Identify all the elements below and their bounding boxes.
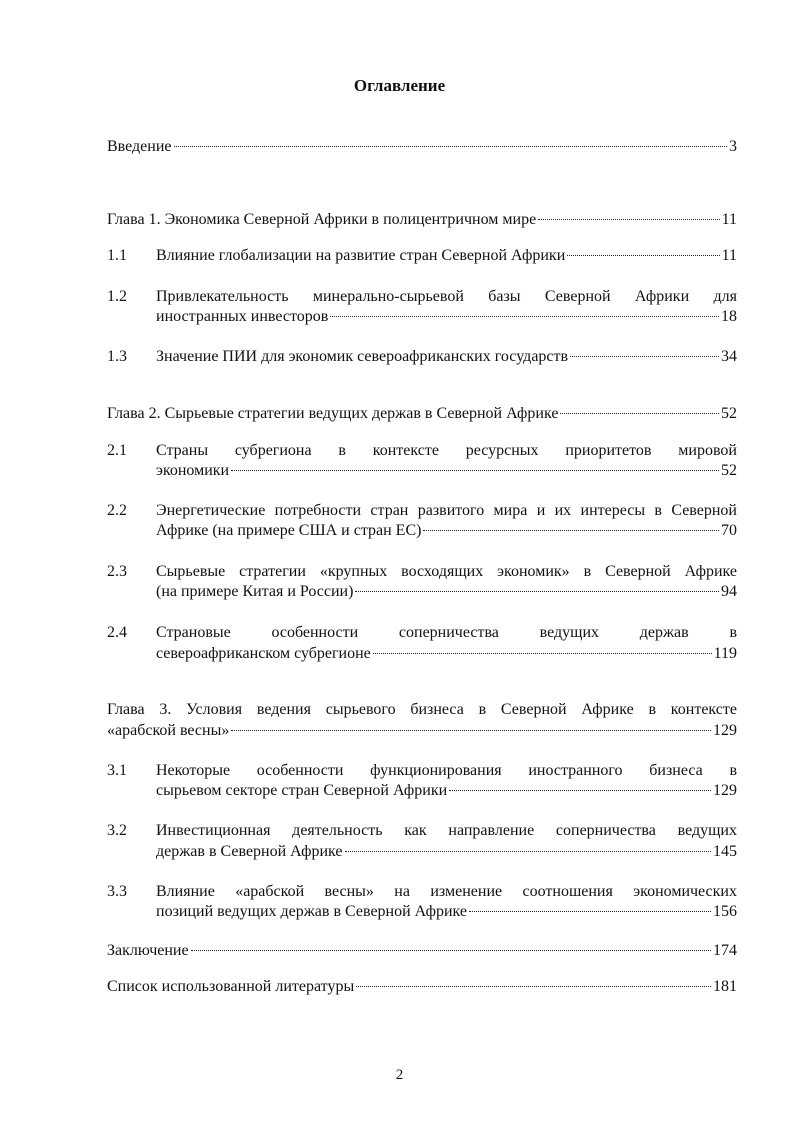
section-number: 2.1 xyxy=(107,442,127,459)
dot-leader xyxy=(191,950,711,951)
dot-leader xyxy=(449,790,711,791)
entry-label-line-2: североафриканском субрегионе xyxy=(156,645,371,662)
entry-label: Список использованной литературы xyxy=(107,978,355,995)
entry-page: 129 xyxy=(713,722,737,739)
dot-leader xyxy=(231,730,711,731)
toc-entry-1-3 xyxy=(156,346,737,368)
toc-entry-3-2 xyxy=(156,841,737,863)
dot-leader xyxy=(570,356,719,357)
chapter-3-label-line-1: Глава 3. Условия ведения сырьевого бизнеса в Северной Африке в контексте xyxy=(107,701,737,718)
dot-leader xyxy=(567,255,719,256)
entry-label-line-2: Африке (на примере США и стран ЕС) xyxy=(156,522,422,539)
section-number: 1.1 xyxy=(107,247,127,264)
toc-entry-references xyxy=(107,976,737,998)
toc-entry-2-2 xyxy=(156,520,737,542)
toc-entry-3-3 xyxy=(156,901,737,923)
dot-leader xyxy=(423,530,719,531)
entry-label-line-2: позиций ведущих держав в Северной Африке xyxy=(156,903,468,920)
dot-leader xyxy=(560,413,719,414)
entry-label: Введение xyxy=(107,138,172,155)
entry-page: 11 xyxy=(721,247,737,264)
toc-entry-3-1 xyxy=(156,780,737,802)
entry-page: 34 xyxy=(721,348,737,365)
entry-page: 94 xyxy=(721,583,737,600)
toc-entry-chapter-2 xyxy=(107,403,737,425)
toc-entry-intro xyxy=(107,136,737,158)
entry-page: 129 xyxy=(713,782,737,799)
entry-label-line-2: (на примере Китая и России) xyxy=(156,583,354,600)
toc-entry-1-2 xyxy=(156,306,737,328)
entry-label-line-1: Привлекательность минерально-сырьевой базы Северной Африки для xyxy=(156,288,737,305)
entry-page: 3 xyxy=(729,138,737,155)
entry-label-line-1: Страновые особенности соперничества ведущих держав в xyxy=(156,624,737,641)
section-number: 1.2 xyxy=(107,288,127,305)
entry-label-line-2: «арабской весны» xyxy=(107,722,230,739)
toc-entry-1-1 xyxy=(156,245,737,267)
section-number: 2.3 xyxy=(107,563,127,580)
entry-page: 119 xyxy=(713,645,737,662)
section-number: 3.1 xyxy=(107,762,127,779)
entry-label-line-2: экономики xyxy=(156,462,230,479)
toc-entry-conclusion xyxy=(107,940,737,962)
section-number: 3.3 xyxy=(107,883,127,900)
entry-label: Заключение xyxy=(107,942,189,959)
entry-label: Глава 1. Экономика Северной Африки в полицентричном мире xyxy=(107,211,537,228)
entry-label-line-1: Влияние «арабской весны» на изменение соотношения экономических xyxy=(156,883,737,900)
entry-page: 52 xyxy=(721,462,737,479)
entry-page: 174 xyxy=(713,942,737,959)
section-number: 3.2 xyxy=(107,822,127,839)
dot-leader xyxy=(355,591,719,592)
entry-page: 145 xyxy=(713,843,737,860)
toc-entry-2-3 xyxy=(156,581,737,603)
toc-entry-2-1 xyxy=(156,460,737,482)
entry-label-line-2: сырьевом секторе стран Северной Африки xyxy=(156,782,448,799)
dot-leader xyxy=(538,219,719,220)
entry-page: 70 xyxy=(721,522,737,539)
section-number: 2.2 xyxy=(107,502,127,519)
dot-leader xyxy=(231,470,719,471)
toc-title: Оглавление xyxy=(353,76,446,95)
dot-leader xyxy=(330,316,719,317)
toc-entry-chapter-1 xyxy=(107,209,737,231)
entry-label-line-1: Энергетические потребности стран развитого мира и их интересы в Северной xyxy=(156,502,737,519)
entry-label: Значение ПИИ для экономик североафриканских государств xyxy=(156,348,569,365)
entry-label-line-2: иностранных инвесторов xyxy=(156,308,329,325)
section-number: 1.3 xyxy=(107,348,127,365)
page-number: 2 xyxy=(395,1067,404,1083)
entry-page: 11 xyxy=(721,211,737,228)
dot-leader xyxy=(345,851,711,852)
entry-label-line-1: Страны субрегиона в контексте ресурсных приоритетов мировой xyxy=(156,442,737,459)
entry-label-line-1: Некоторые особенности функционирования иностранного бизнеса в xyxy=(156,762,737,779)
toc-entry-chapter-3 xyxy=(107,720,737,742)
entry-label-line-1: Инвестиционная деятельность как направление соперничества ведущих xyxy=(156,822,737,839)
entry-page: 181 xyxy=(713,978,737,995)
entry-page: 156 xyxy=(713,903,737,920)
toc-entry-2-4 xyxy=(156,643,737,665)
dot-leader xyxy=(356,986,711,987)
dot-leader xyxy=(469,911,711,912)
dot-leader xyxy=(373,653,712,654)
entry-page: 52 xyxy=(721,405,737,422)
entry-label-line-1: Сырьевые стратегии «крупных восходящих экономик» в Северной Африке xyxy=(156,563,737,580)
entry-label-line-2: держав в Северной Африке xyxy=(156,843,343,860)
entry-page: 18 xyxy=(721,308,737,325)
entry-label: Влияние глобализации на развитие стран Северной Африки xyxy=(156,247,566,264)
entry-label: Глава 2. Сырьевые стратегии ведущих держав в Северной Африке xyxy=(107,405,559,422)
dot-leader xyxy=(174,146,728,147)
section-number: 2.4 xyxy=(107,624,127,641)
